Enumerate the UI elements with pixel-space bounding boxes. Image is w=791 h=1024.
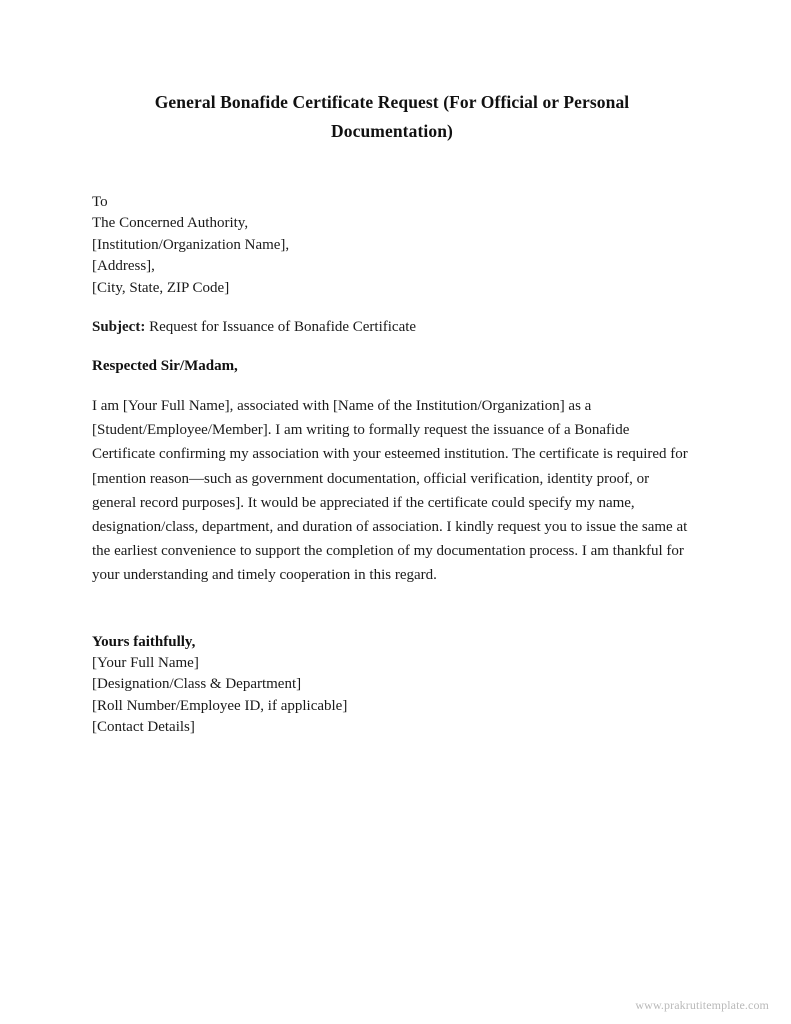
- address-line: [Address],: [92, 258, 155, 275]
- closing-signature-block: [92, 632, 692, 739]
- signature-line: [Roll Number/Employee ID, if applicable]: [92, 697, 348, 714]
- signature-line: [Your Full Name]: [92, 655, 199, 672]
- signature-line: [Designation/Class & Department]: [92, 676, 302, 693]
- address-line: [Institution/Organization Name],: [92, 236, 290, 253]
- footer-watermark: www.prakrutitemplate.com: [635, 998, 769, 1012]
- subject-line: [92, 317, 692, 338]
- address-line: [City, State, ZIP Code]: [92, 279, 230, 296]
- document-content: [92, 0, 692, 739]
- address-line: The Concerned Authority,: [92, 215, 249, 232]
- subject-text: Request for Issuance of Bonafide Certificate: [145, 319, 417, 336]
- body-paragraph: I am [Your Full Name], associated with [Name of the Institution/Organization] as a [Student/Employee/Member]. I am writing to formally request the issuance of a Bonafide Certificate confirming my association with your esteemed institution. The certificate is required for [mention reason—such as government documentation, official verification, identity proof, or general record purposes]. It would be appreciated if the certificate could specify my name, designation/class, department, and duration of association. I kindly request you to issue the same at the earliest convenience to support the completion of my documentation process. I am thankful for your understanding and timely cooperation in this regard.: [92, 398, 688, 584]
- subject-label: Subject:: [92, 319, 146, 336]
- signature-line: [Contact Details]: [92, 719, 195, 736]
- recipient-address-block: [92, 192, 692, 299]
- page-title: General Bonafide Certificate Request (For Official or Personal Documentation): [154, 92, 630, 141]
- address-line: To: [92, 194, 108, 210]
- closing-label: Yours faithfully,: [92, 633, 196, 650]
- salutation: Respected Sir/Madam,: [92, 358, 238, 375]
